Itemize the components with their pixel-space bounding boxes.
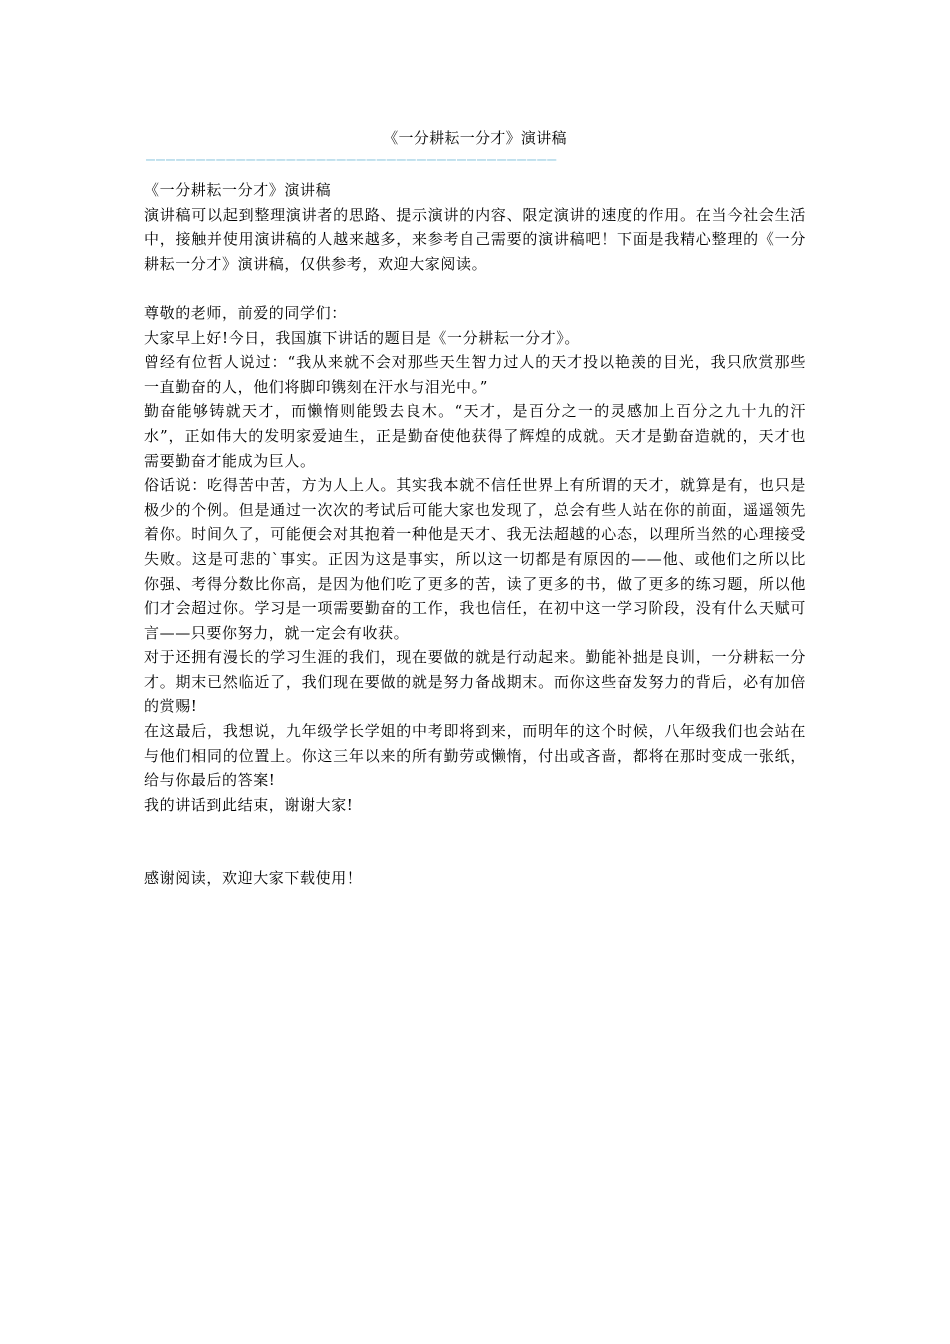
speech-paragraph: 俗话说：吃得苦中苦，方为人上人。其实我本就不信任世界上有所谓的天才，就算是有，也只是极少的个例。但是通过一次次的考试后可能大家也发现了，总会有些人站在你的前面，遥遥领先着你。时间久了，可能便会对其抱着一种他是天才、我无法超越的心态，以理所当然的心理接受失败。这是可悲的`事实。正因为这是事实，所以这一切都是有原因的——他、或他们之所以比你强、考得分数比你高，是因为他们吃了更多的苦，读了更多的书，做了更多的练习题，所以他们才会超过你。学习是一项需要勤奋的工作，我也信任，在初中这一学习阶段，没有什么天赋可言——只要你努力，就一定会有收获。: [144, 476, 806, 642]
title-divider: —————————————————————————————————————————: [146, 151, 558, 167]
speech-paragraph: 勤奋能够铸就天才，而懒惰则能毁去良木。“天才，是百分之一的灵感加上百分之九十九的汗水”，正如伟大的发明家爱迪生，正是勤奋使他获得了辉煌的成就。天才是勤奋造就的，天才也需要勤奋才能成为巨人。: [144, 402, 806, 470]
intro-paragraph: 演讲稿可以起到整理演讲者的思路、提示演讲的内容、限定演讲的速度的作用。在当今社会生活中，接触并使用演讲稿的人越来越多，来参考自己需要的演讲稿吧！下面是我精心整理的《一分耕耘一分才》演讲稿，仅供参考，欢迎大家阅读。: [144, 205, 806, 273]
document-body: [144, 178, 806, 891]
speech-paragraph: 在这最后，我想说，九年级学长学姐的中考即将到来，而明年的这个时候，八年级我们也会站在与他们相同的位置上。你这三年以来的所有勤劳或懒惰，付出或吝啬，都将在那时变成一张纸，给与你最后的答案!: [144, 722, 806, 790]
speech-paragraph: 对于还拥有漫长的学习生涯的我们，现在要做的就是行动起来。勤能补拙是良训，一分耕耘一分才。期末已然临近了，我们现在要做的就是努力备战期末。而你这些奋发努力的背后，必有加倍的赏赐!: [144, 648, 806, 716]
blank-line: [144, 276, 806, 301]
closing-note: 感谢阅读，欢迎大家下载使用！: [144, 869, 363, 888]
blank-gap: [144, 817, 806, 866]
speech-paragraph: 大家早上好!今日，我国旗下讲话的题目是《一分耕耘一分才》。: [144, 328, 580, 347]
document-title: 《一分耕耘一分才》演讲稿: [383, 129, 567, 147]
speech-closing: 我的讲话到此结束，谢谢大家!: [144, 795, 354, 814]
speech-paragraph: 曾经有位哲人说过：“我从来就不会对那些天生智力过人的天才投以艳羡的目光，我只欣赏那些一直勤奋的人，他们将脚印镌刻在汗水与泪光中。”: [144, 353, 806, 396]
salutation: 尊敬的老师，前爱的同学们：: [144, 303, 347, 322]
body-subtitle: 《一分耕耘一分才》演讲稿: [144, 181, 332, 199]
